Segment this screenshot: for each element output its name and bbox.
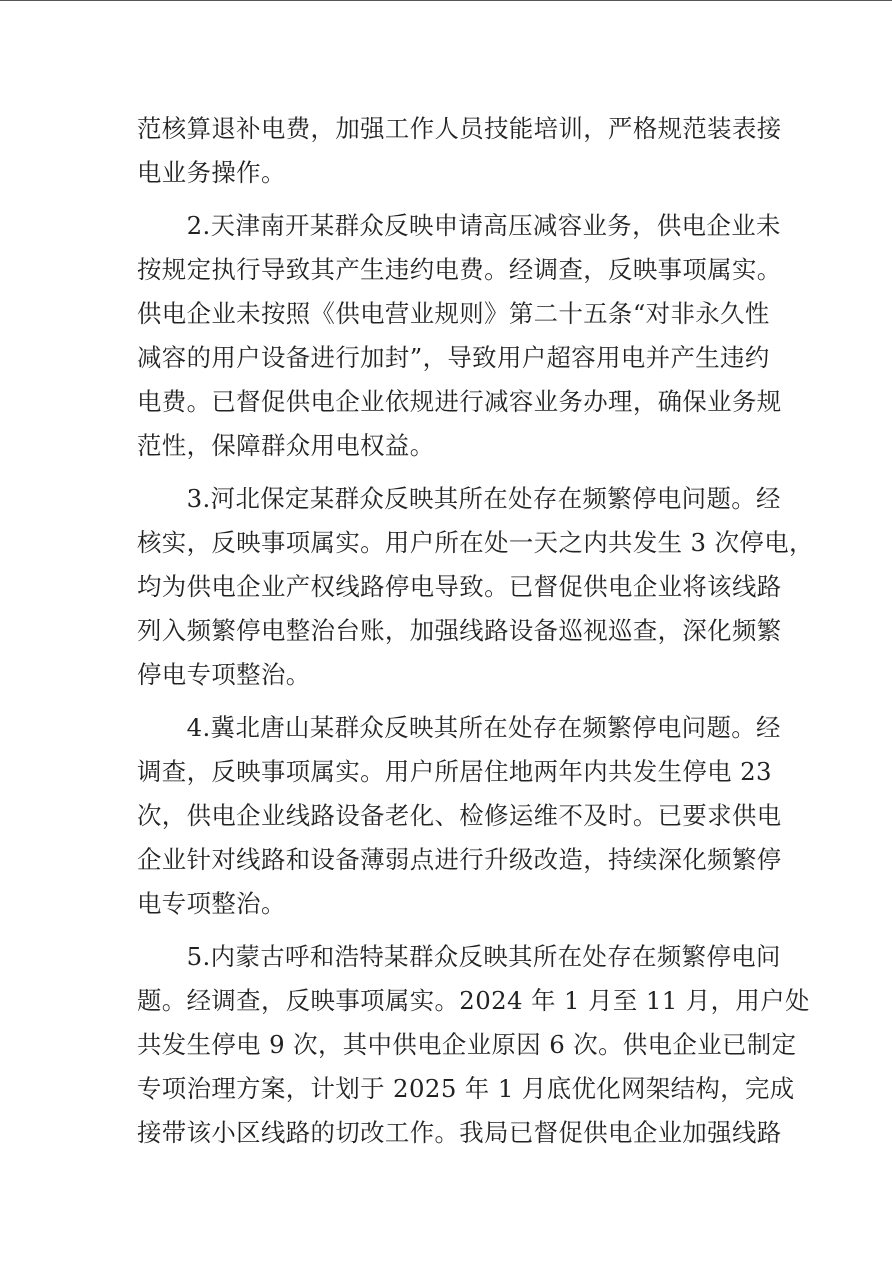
paragraph-5	[137, 935, 810, 1155]
text-line: 4.冀北唐山某群众反映其所在处存在频繁停电问题。经	[137, 713, 781, 742]
text-line: 核实，反映事项属实。用户所在处一天之内共发生 3 次停电，	[137, 528, 814, 557]
text-line: 列入频繁停电整治台账，加强线路设备巡视巡查，深化频繁	[137, 616, 782, 645]
paragraph-4	[137, 706, 782, 926]
document-body	[137, 107, 814, 1155]
text-line: 供电企业未按照《供电营业规则》第二十五条“对非永久性	[137, 299, 770, 328]
text-line: 范性，保障群众用电权益。	[137, 431, 435, 460]
text-line: 企业针对线路和设备薄弱点进行升级改造，持续深化频繁停	[137, 845, 782, 874]
text-line: 2.天津南开某群众反映申请高压减容业务，供电企业未	[137, 211, 781, 240]
text-line: 调查，反映事项属实。用户所居住地两年内共发生停电 23	[137, 757, 772, 786]
text-line: 题。经调查，反映事项属实。2024 年 1 月至 11 月，用户处	[137, 986, 810, 1015]
paragraph-2	[137, 204, 782, 468]
text-line: 减容的用户设备进行加封”，导致用户超容用电并产生违约	[137, 343, 770, 372]
text-line: 按规定执行导致其产生违约电费。经调查，反映事项属实。	[137, 255, 782, 284]
text-line: 次，供电企业线路设备老化、检修运维不及时。已要求供电	[137, 801, 782, 830]
text-line: 接带该小区线路的切改工作。我局已督促供电企业加强线路	[137, 1118, 782, 1147]
text-line: 共发生停电 9 次，其中供电企业原因 6 次。供电企业已制定	[137, 1030, 797, 1059]
text-line: 3.河北保定某群众反映其所在处存在频繁停电问题。经	[137, 484, 781, 513]
text-line: 范核算退补电费，加强工作人员技能培训，严格规范装表接	[137, 114, 782, 143]
paragraph-3	[137, 477, 814, 697]
text-line: 电费。已督促供电企业依规进行减容业务办理，确保业务规	[137, 387, 782, 416]
text-line: 均为供电企业产权线路停电导致。已督促供电企业将该线路	[137, 572, 782, 601]
text-line: 电业务操作。	[137, 158, 286, 187]
text-line: 专项治理方案，计划于 2025 年 1 月底优化网架结构，完成	[137, 1074, 795, 1103]
text-line: 电专项整治。	[137, 889, 286, 918]
paragraph-1	[137, 107, 782, 195]
text-line: 停电专项整治。	[137, 660, 311, 689]
text-line: 5.内蒙古呼和浩特某群众反映其所在处存在频繁停电问	[137, 942, 781, 971]
